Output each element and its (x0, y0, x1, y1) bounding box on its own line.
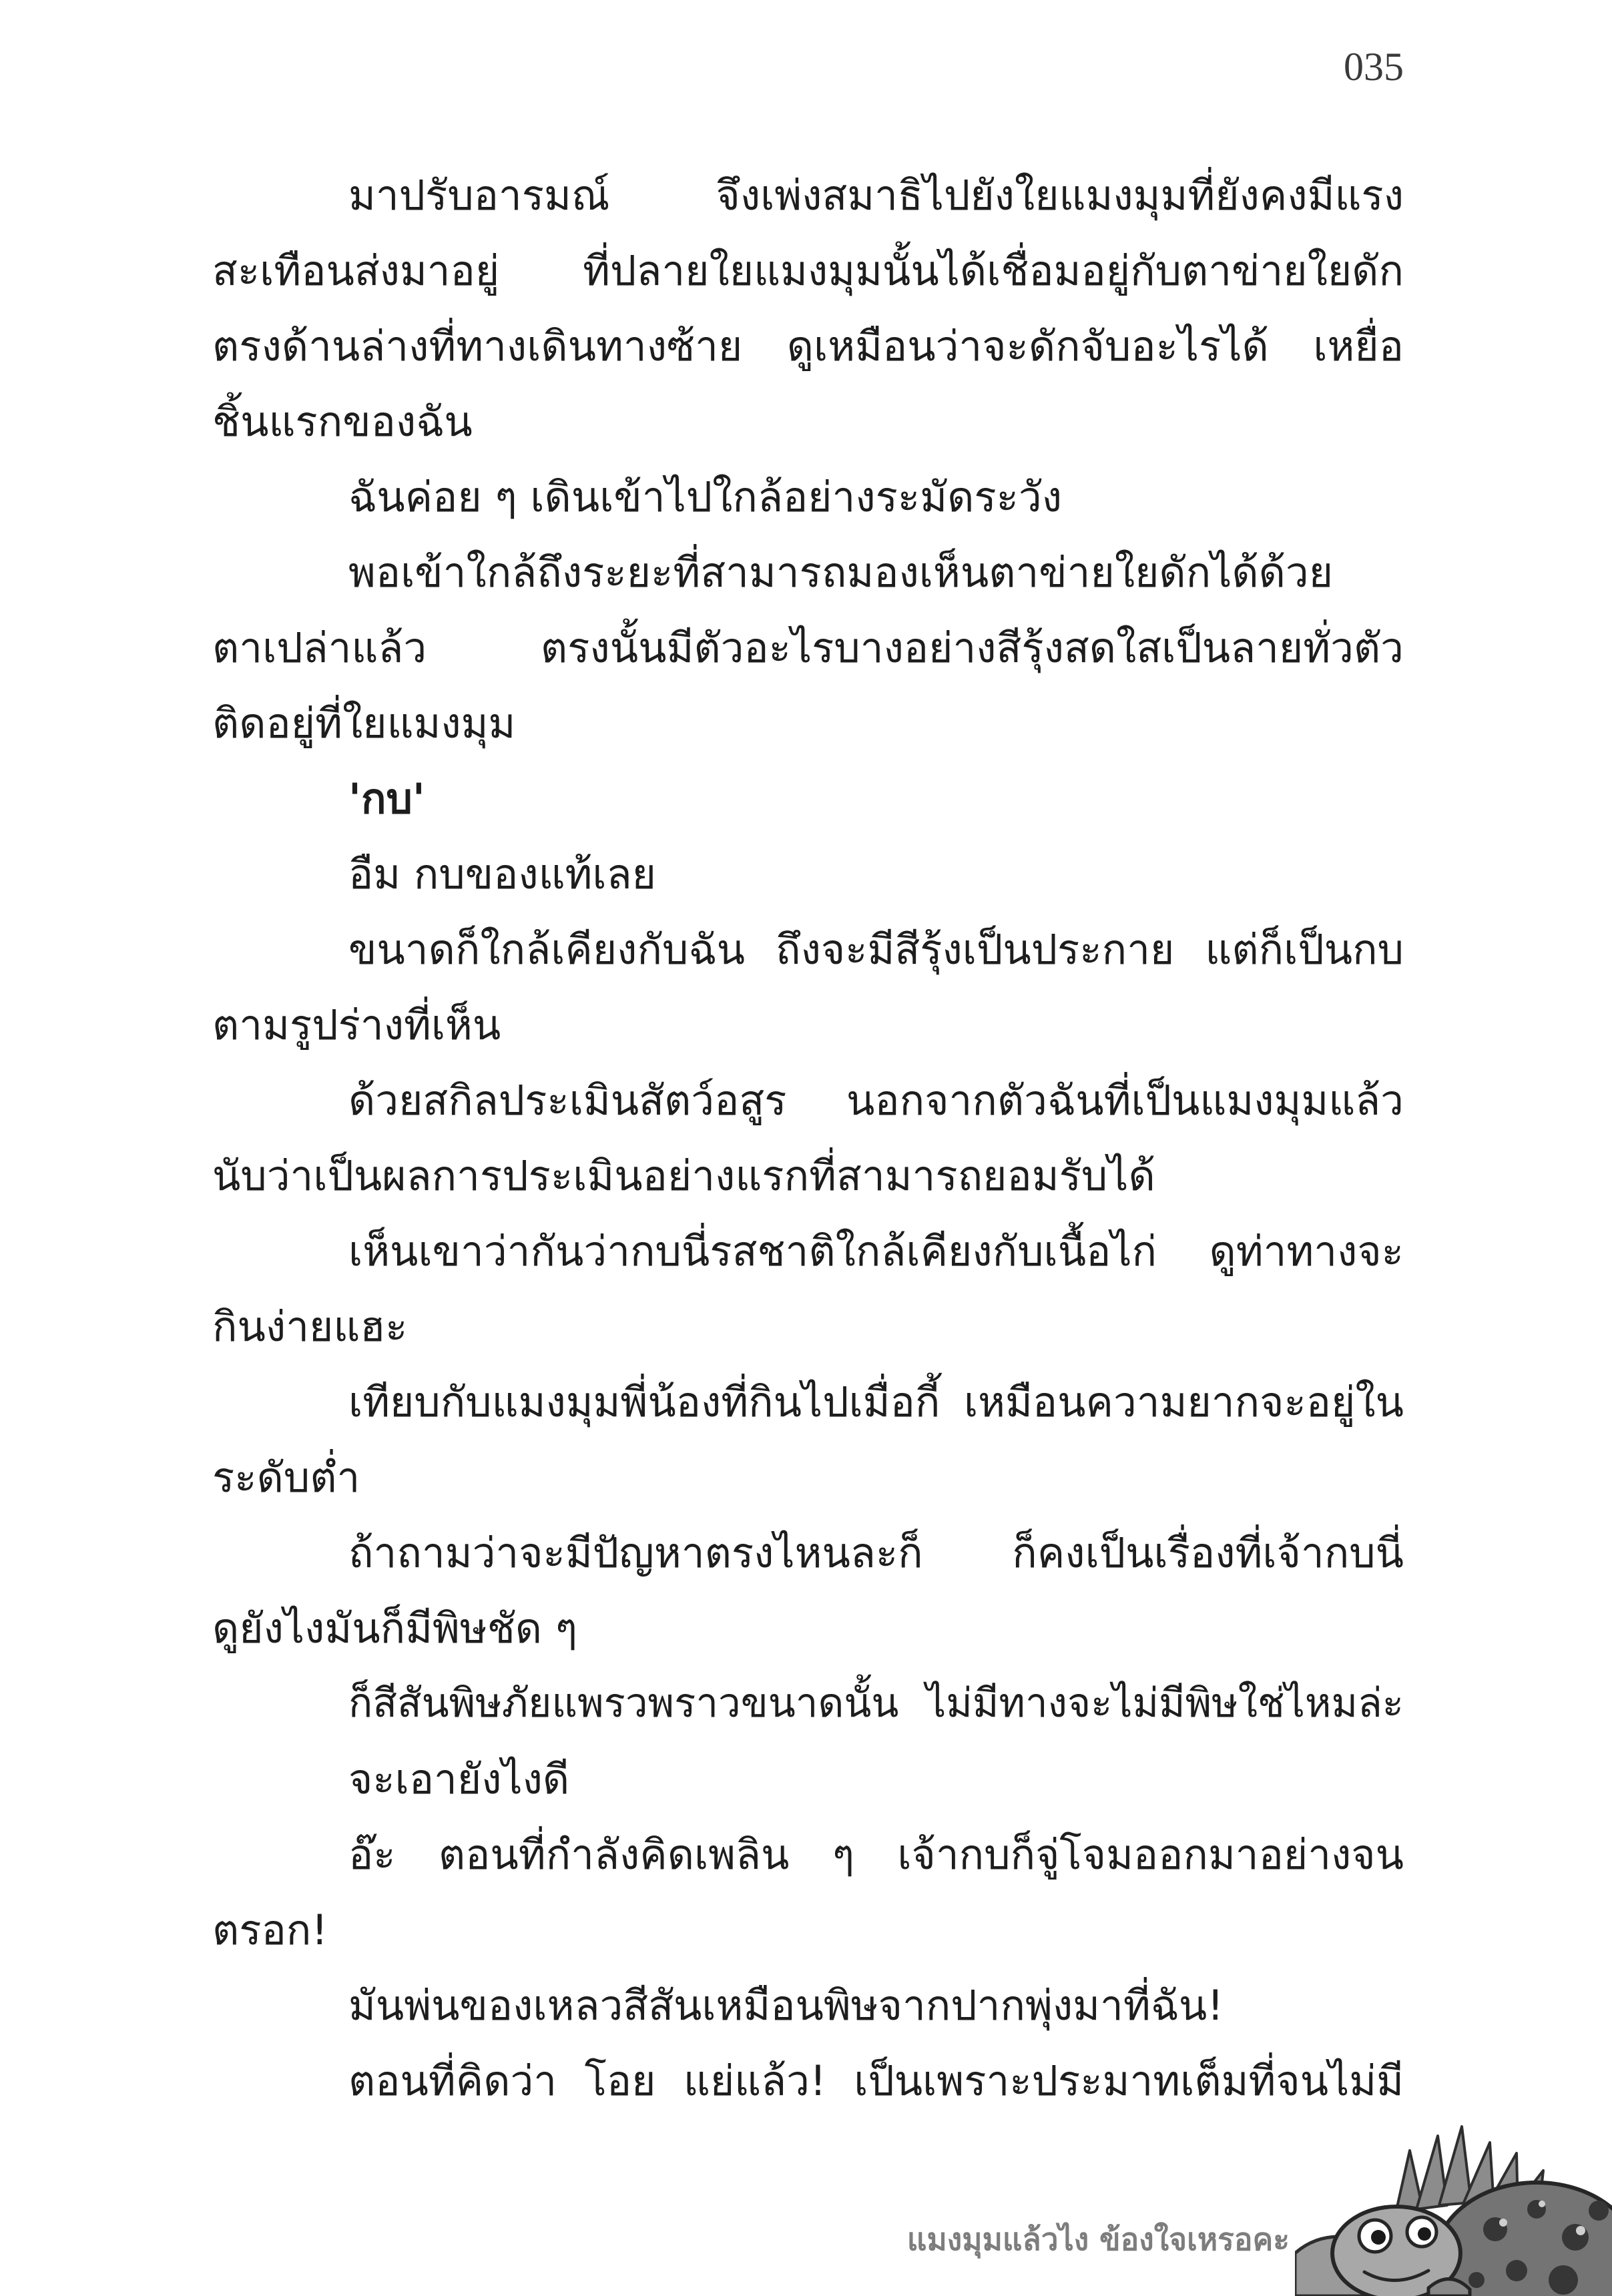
text-line-quote: 'กบ' (348, 774, 425, 823)
text-line: มาปรับอารมณ์ จึงเพ่งสมาธิไปยังใยแมงมุมที่ยังคงมีแรง (348, 171, 1404, 220)
text-line: ตอนที่คิดว่า โอย แย่แล้ว! เป็นเพราะประมาทเต็มที่จนไม่มี (348, 2056, 1404, 2105)
text-line: เทียบกับแมงมุมพี่น้องที่กินไปเมื่อกี้ เหมือนความยากจะอยู่ใน (348, 1378, 1404, 1426)
text-line: ตรงด้านล่างที่ทางเดินทางซ้าย ดูเหมือนว่าจะดักจับอะไรได้ เหยื่อ (212, 322, 1404, 370)
book-title-footer: แมงมุมแล้วไง ข้องใจเหรอคะ (906, 2221, 1290, 2257)
text-line: อ๊ะ ตอนที่กำลังคิดเพลิน ๆ เจ้ากบก็จู่โจมออกมาอย่างจน (348, 1830, 1404, 1879)
monster-illustration (1295, 2122, 1612, 2296)
text-line: ด้วยสกิลประเมินสัตว์อสูร นอกจากตัวฉันที่เป็นแมงมุมแล้ว (348, 1076, 1404, 1125)
text-line: เห็นเขาว่ากันว่ากบนี่รสชาติใกล้เคียงกับเนื้อไก่ ดูท่าทางจะ (348, 1227, 1404, 1275)
text-line: ถ้าถามว่าจะมีปัญหาตรงไหนละก็ ก็คงเป็นเรื่องที่เจ้ากบนี่ (348, 1528, 1404, 1577)
text-line: ขนาดก็ใกล้เคียงกับฉัน ถึงจะมีสีรุ้งเป็นประกาย แต่ก็เป็นกบ (348, 925, 1404, 974)
text-line: ชิ้นแรกของฉัน (212, 397, 473, 446)
text-line: จะเอายังไงดี (348, 1755, 570, 1803)
text-line: นับว่าเป็นผลการประเมินอย่างแรกที่สามารถยอมรับได้ (212, 1151, 1155, 1200)
text-line: ติดอยู่ที่ใยแมงมุม (212, 699, 516, 748)
text-line: สะเทือนส่งมาอยู่ ที่ปลายใยแมงมุมนั้นได้เชื่อมอยู่กับตาข่ายใยดัก (212, 246, 1404, 295)
text-line: ระดับต่ำ (212, 1453, 360, 1502)
creature-eye (1407, 2217, 1436, 2247)
text-line: พอเข้าใกล้ถึงระยะที่สามารถมองเห็นตาข่ายใยดักได้ด้วย (348, 548, 1334, 597)
creature-eye (1359, 2220, 1391, 2252)
text-line: ตรอก! (212, 1906, 328, 1954)
text-line: ฉันค่อย ๆ เดินเข้าไปใกล้อย่างระมัดระวัง (348, 473, 1063, 521)
text-line: ตามรูปร่างที่เห็น (212, 1000, 501, 1049)
text-line: ดูยังไงมันก็มีพิษชัด ๆ (212, 1604, 578, 1653)
text-line: กินง่ายแฮะ (212, 1302, 408, 1351)
page-number: 035 (1344, 45, 1404, 89)
body-text (212, 158, 1404, 2118)
text-line: ตาเปล่าแล้ว ตรงนั้นมีตัวอะไรบางอย่างสีรุ้งสดใสเป็นลายทั่วตัว (212, 623, 1404, 672)
text-line: ก็สีสันพิษภัยแพรวพราวขนาดนั้น ไม่มีทางจะไม่มีพิษใช่ไหมล่ะ (348, 1680, 1404, 1727)
text-line: อืม กบของแท้เลย (348, 850, 656, 898)
text-line: มันพ่นของเหลวสีสันเหมือนพิษจากปากพุ่งมาที่ฉัน! (348, 1981, 1224, 2030)
